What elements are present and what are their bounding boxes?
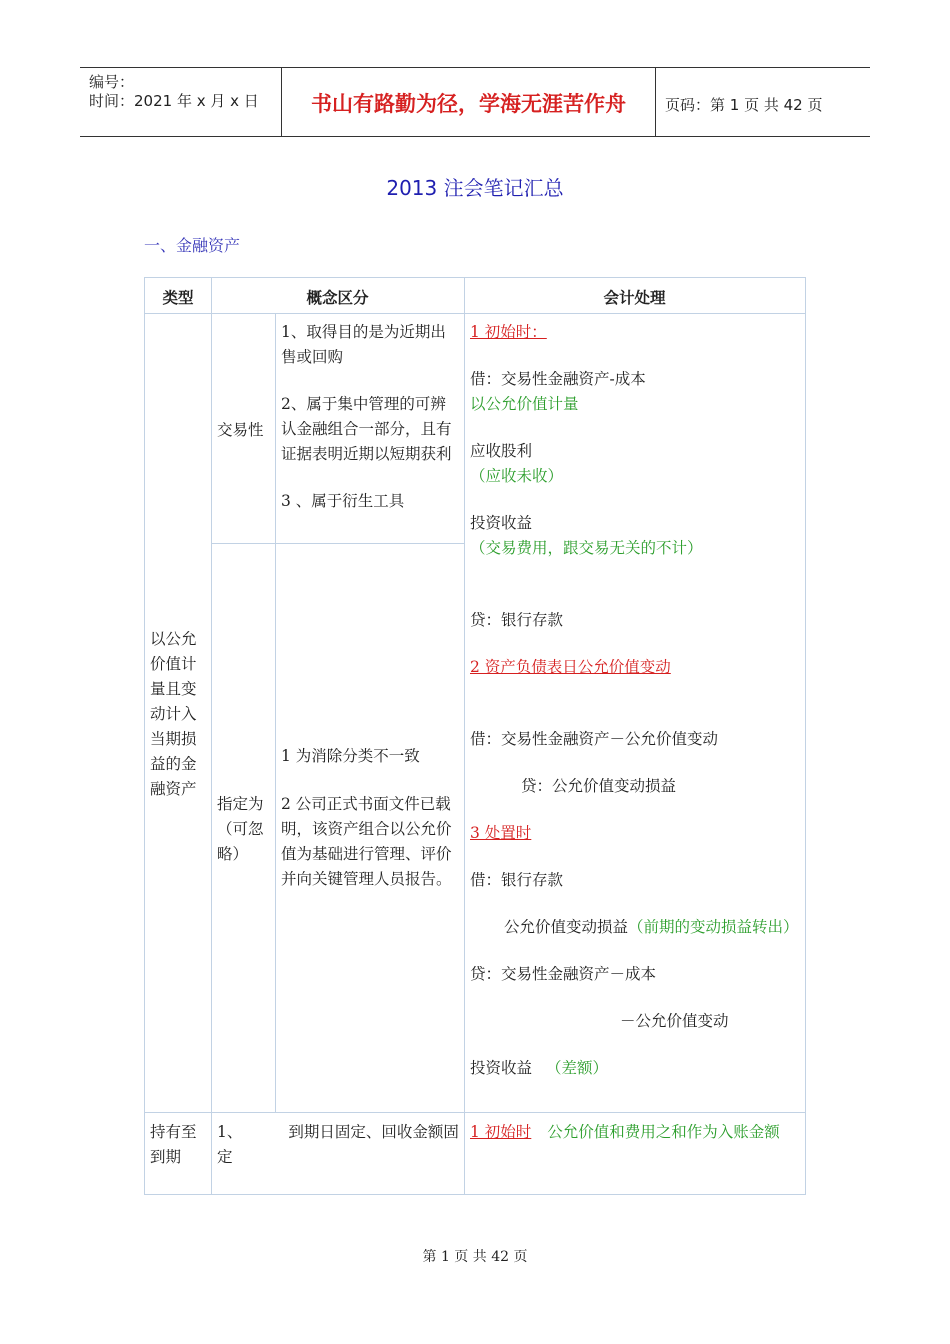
section-title: 一、金融资产 xyxy=(144,236,241,255)
fair-value-note: 以公允价值计量 xyxy=(470,395,579,413)
page-footer: 第 1 页 共 42 页 xyxy=(422,1249,528,1265)
column-header-accounting: 会计处理 xyxy=(603,288,666,307)
subtype-designated: 指定为（可忽略） xyxy=(217,795,264,863)
col-divider-type xyxy=(211,278,212,1194)
subtype-trading: 交易性 xyxy=(217,421,264,439)
col-divider-subtype xyxy=(275,313,276,1112)
document-time-label: 时间：2021 年 x 月 x 日 xyxy=(89,92,259,110)
debit-fv-change: 借：交易性金融资产－公允价值变动 xyxy=(470,730,719,748)
htm-accounting xyxy=(470,1120,802,1145)
trading-criteria xyxy=(281,320,461,514)
balance-sheet-heading: 2 资产负债表日公允价值变动 xyxy=(470,658,671,676)
motto-text: 书山有路勤为径，学海无涯苦作舟 xyxy=(311,92,626,116)
trading-criterion: 1、取得目的是为近期出售或回购 xyxy=(281,323,446,366)
htm-concept-num: 1、 xyxy=(217,1123,243,1141)
document-title: 2013 注会笔记汇总 xyxy=(386,176,564,200)
difference-note: （差额） xyxy=(546,1059,609,1077)
trading-criterion: 2、属于集中管理的可辨认金融组合一部分，且有证据表明近期以短期获利 xyxy=(281,395,452,463)
htm-initial-heading: 1 初始时 xyxy=(470,1123,532,1141)
category-htm: 持有至到期 xyxy=(150,1123,197,1166)
fv-change-item: －公允价值变动 xyxy=(620,1012,729,1030)
column-header-concept: 概念区分 xyxy=(306,288,369,307)
subrow-divider xyxy=(211,543,464,544)
trading-criterion: 3 、属于衍生工具 xyxy=(281,492,405,510)
fv-transfer-note: （前期的变动损益转出） xyxy=(628,918,799,936)
investment-income: 投资收益 xyxy=(470,514,533,532)
document-code-label: 编号： xyxy=(89,73,135,91)
dividend-receivable: 应收股利 xyxy=(470,442,533,460)
credit-trading-cost: 贷：交易性金融资产－成本 xyxy=(470,965,657,983)
investment-income-2: 投资收益 xyxy=(470,1059,533,1077)
column-header-type: 类型 xyxy=(162,288,194,307)
disposal-heading: 3 处置时 xyxy=(470,824,532,842)
page-info: 页码：第 1 页 共 42 页 xyxy=(665,96,823,114)
financial-assets-table xyxy=(144,277,806,1195)
document-header xyxy=(80,67,870,137)
fv-gain-loss: 公允价值变动损益 xyxy=(504,918,629,936)
debit-trading-cost: 借：交易性金融资产-成本 xyxy=(470,370,646,388)
debit-bank: 借：银行存款 xyxy=(470,871,564,889)
header-motto-cell xyxy=(281,68,656,136)
header-row-divider xyxy=(145,313,805,314)
designated-criteria xyxy=(281,744,461,892)
fvtpl-accounting-entries xyxy=(470,320,802,1081)
htm-initial-note: 公允价值和费用之和作为入账金额 xyxy=(547,1123,780,1141)
header-page-cell xyxy=(655,68,870,136)
header-meta-cell xyxy=(80,68,281,136)
col-divider-accounting xyxy=(464,278,465,1194)
category-fvtpl: 以公允价值计量且变动计入当期损益的金融资产 xyxy=(150,630,197,798)
designated-criterion: 1 为消除分类不一致 xyxy=(281,747,420,765)
designated-criterion: 2 公司正式书面文件已载明，该资产组合以公允价值为基础进行管理、评价并向关键管理人员报告。 xyxy=(281,795,452,888)
initial-heading: 1 初始时： xyxy=(470,323,547,341)
dividend-note: （应收未收） xyxy=(470,467,564,485)
htm-concept-text: 到期日固定、回收金额固定 xyxy=(217,1123,459,1166)
htm-concept xyxy=(217,1120,461,1170)
investment-note: （交易费用，跟交易无关的不计） xyxy=(470,539,703,557)
row-divider xyxy=(145,1112,805,1113)
credit-fv-gain: 贷：公允价值变动损益 xyxy=(521,777,677,795)
credit-bank: 贷：银行存款 xyxy=(470,611,564,629)
